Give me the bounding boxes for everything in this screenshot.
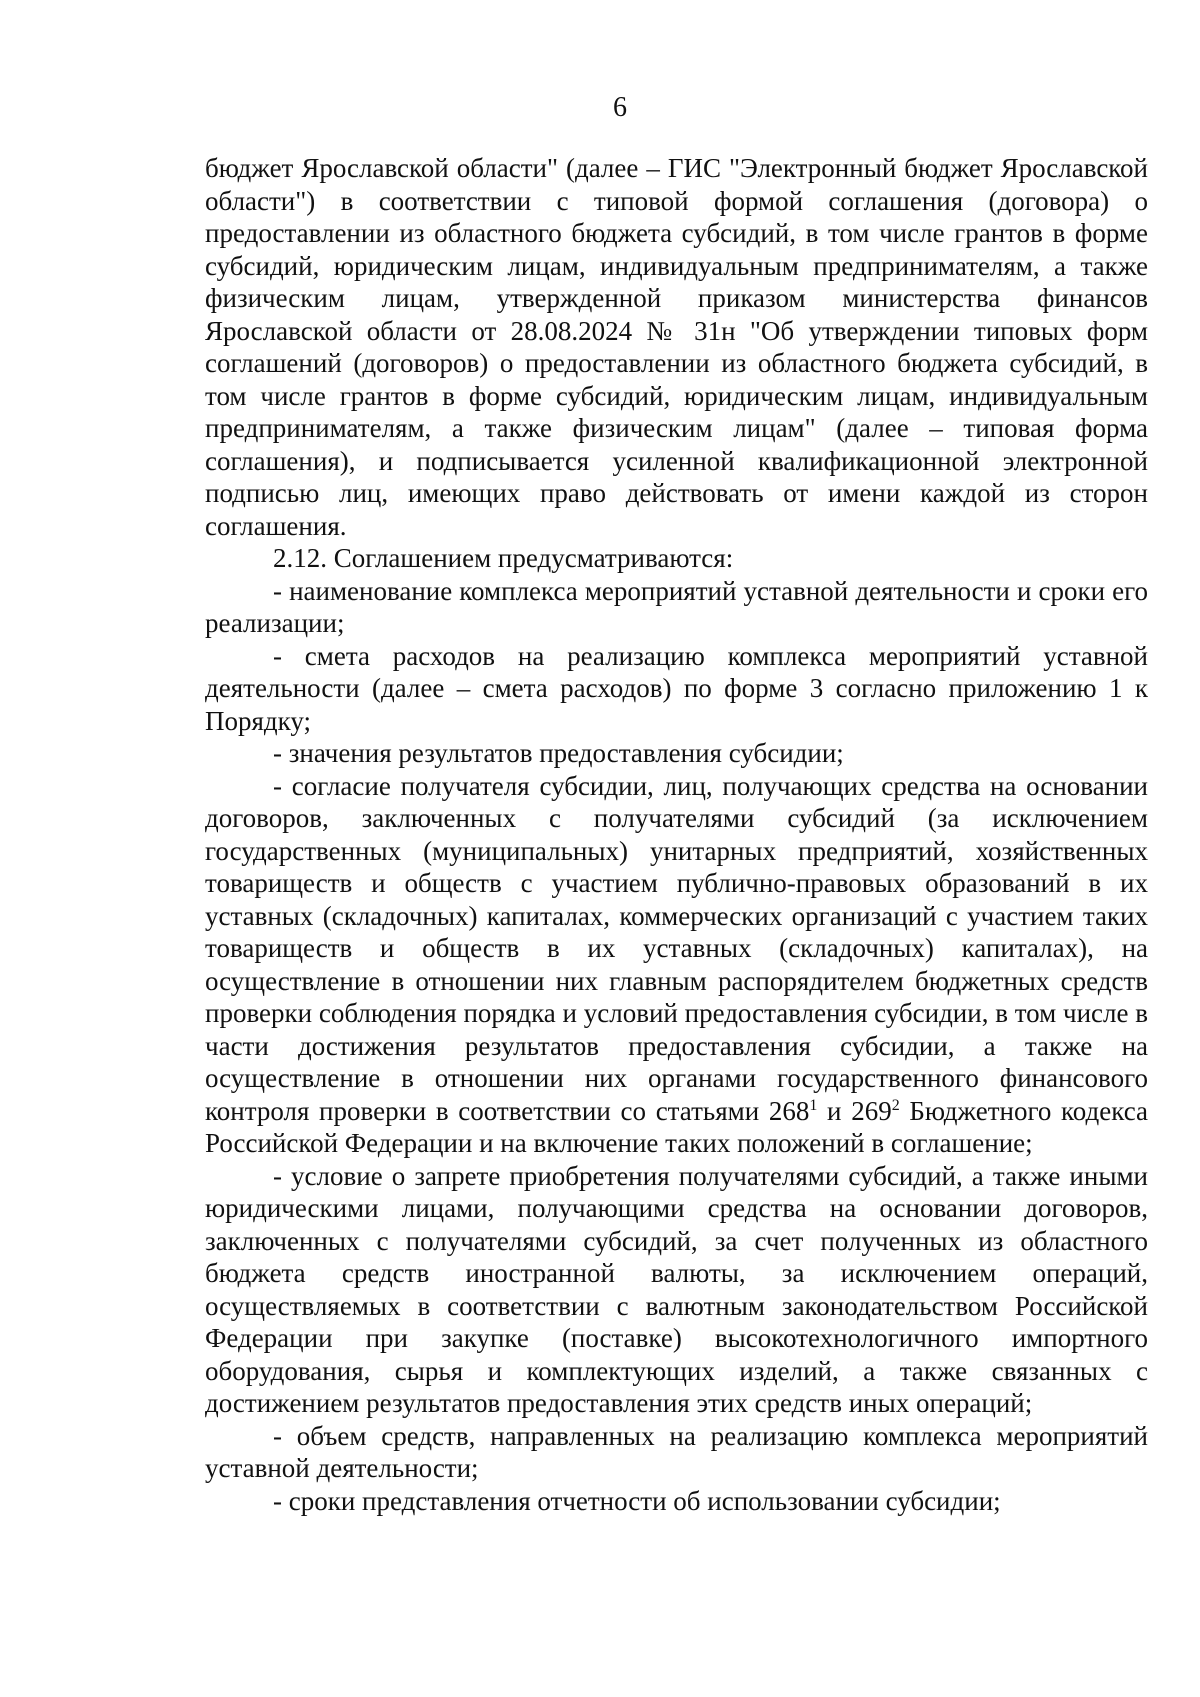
- article-269-superscript: 2: [891, 1096, 900, 1114]
- article-268-superscript: 1: [809, 1096, 818, 1114]
- list-item-reporting-deadlines: - сроки представления отчетности об использовании субсидии;: [273, 1485, 1001, 1516]
- section-heading-2-12: 2.12. Соглашением предусматриваются:: [273, 543, 734, 573]
- consent-text-part-3: Бюджетного кодекса Российской Федерации и на включение таких положений в соглашение;: [205, 1095, 1148, 1158]
- consent-text-part-1: - согласие получателя субсидии, лиц, получающих средства на основании договоров, заключенных с получателями субсидий (за исключением государственных (муниципальных) унитарных предприятий, хозяйственных товариществ и обществ с участием публично-правовых образований в их уставных (складочных) капиталах, коммерческих организаций с участием таких товариществ и обществ в их уставных (складочных) капиталах), на осуществление в отношении них главным распорядителем бюджетных средств проверки соблюдения порядка и условий предоставления субсидии, в том числе в части достижения результатов предоставления субсидии, а также на осуществление в отношении них органами государственного финансового контроля проверки в соответствии со статьями 268: [205, 770, 1148, 1126]
- paragraph-continuation: бюджет Ярославской области" (далее – ГИС "Электронный бюджет Ярославской области") в соответствии с типовой формой соглашения (договора) о предоставлении из областного бюджета субсидий, в том числе грантов в форме субсидий, юридическим лицам, индивидуальным предпринимателям, а также физическим лицам, утвержденной приказом министерства финансов Ярославской области от 28.08.2024 № 31н "Об утверждении типовых форм соглашений (договоров) о предоставлении из областного бюджета субсидий, в том числе грантов в форме субсидий, юридическим лицам, индивидуальным предпринимателям, а также физическим лицам" (далее – типовая форма соглашения), и подписывается усиленной квалификационной электронной подписью лиц, имеющих право действовать от имени каждой из сторон соглашения.: [205, 153, 1148, 541]
- list-item-funds-volume: - объем средств, направленных на реализацию комплекса мероприятий уставной деятельности;: [205, 1420, 1148, 1483]
- page-number: 6: [613, 92, 627, 123]
- list-item-result-values: - значения результатов предоставления субсидии;: [273, 738, 844, 768]
- list-item-currency-ban: - условие о запрете приобретения получателями субсидий, а также иными юридическими лицами, получающими средства на основании договоров, заключенных с получателями субсидий, за счет полученных из областного бюджета средств иностранной валюты, за исключением операций, осуществляемых в соответствии с валютным законодательством Российской Федерации при закупке (поставке) высокотехнологичного импортного оборудования, сырья и комплектующих изделий, а также связанных с достижением результатов предоставления этих средств иных операций;: [205, 1160, 1148, 1418]
- consent-text-part-2: и 269: [817, 1095, 892, 1126]
- document-body: [205, 152, 1148, 1517]
- list-item-consent: [205, 770, 1148, 1160]
- list-item-complex-name: - наименование комплекса мероприятий уставной деятельности и сроки его реализации;: [205, 575, 1148, 638]
- list-item-cost-estimate: - смета расходов на реализацию комплекса мероприятий уставной деятельности (далее – смета расходов) по форме 3 согласно приложению 1 к Порядку;: [205, 640, 1148, 736]
